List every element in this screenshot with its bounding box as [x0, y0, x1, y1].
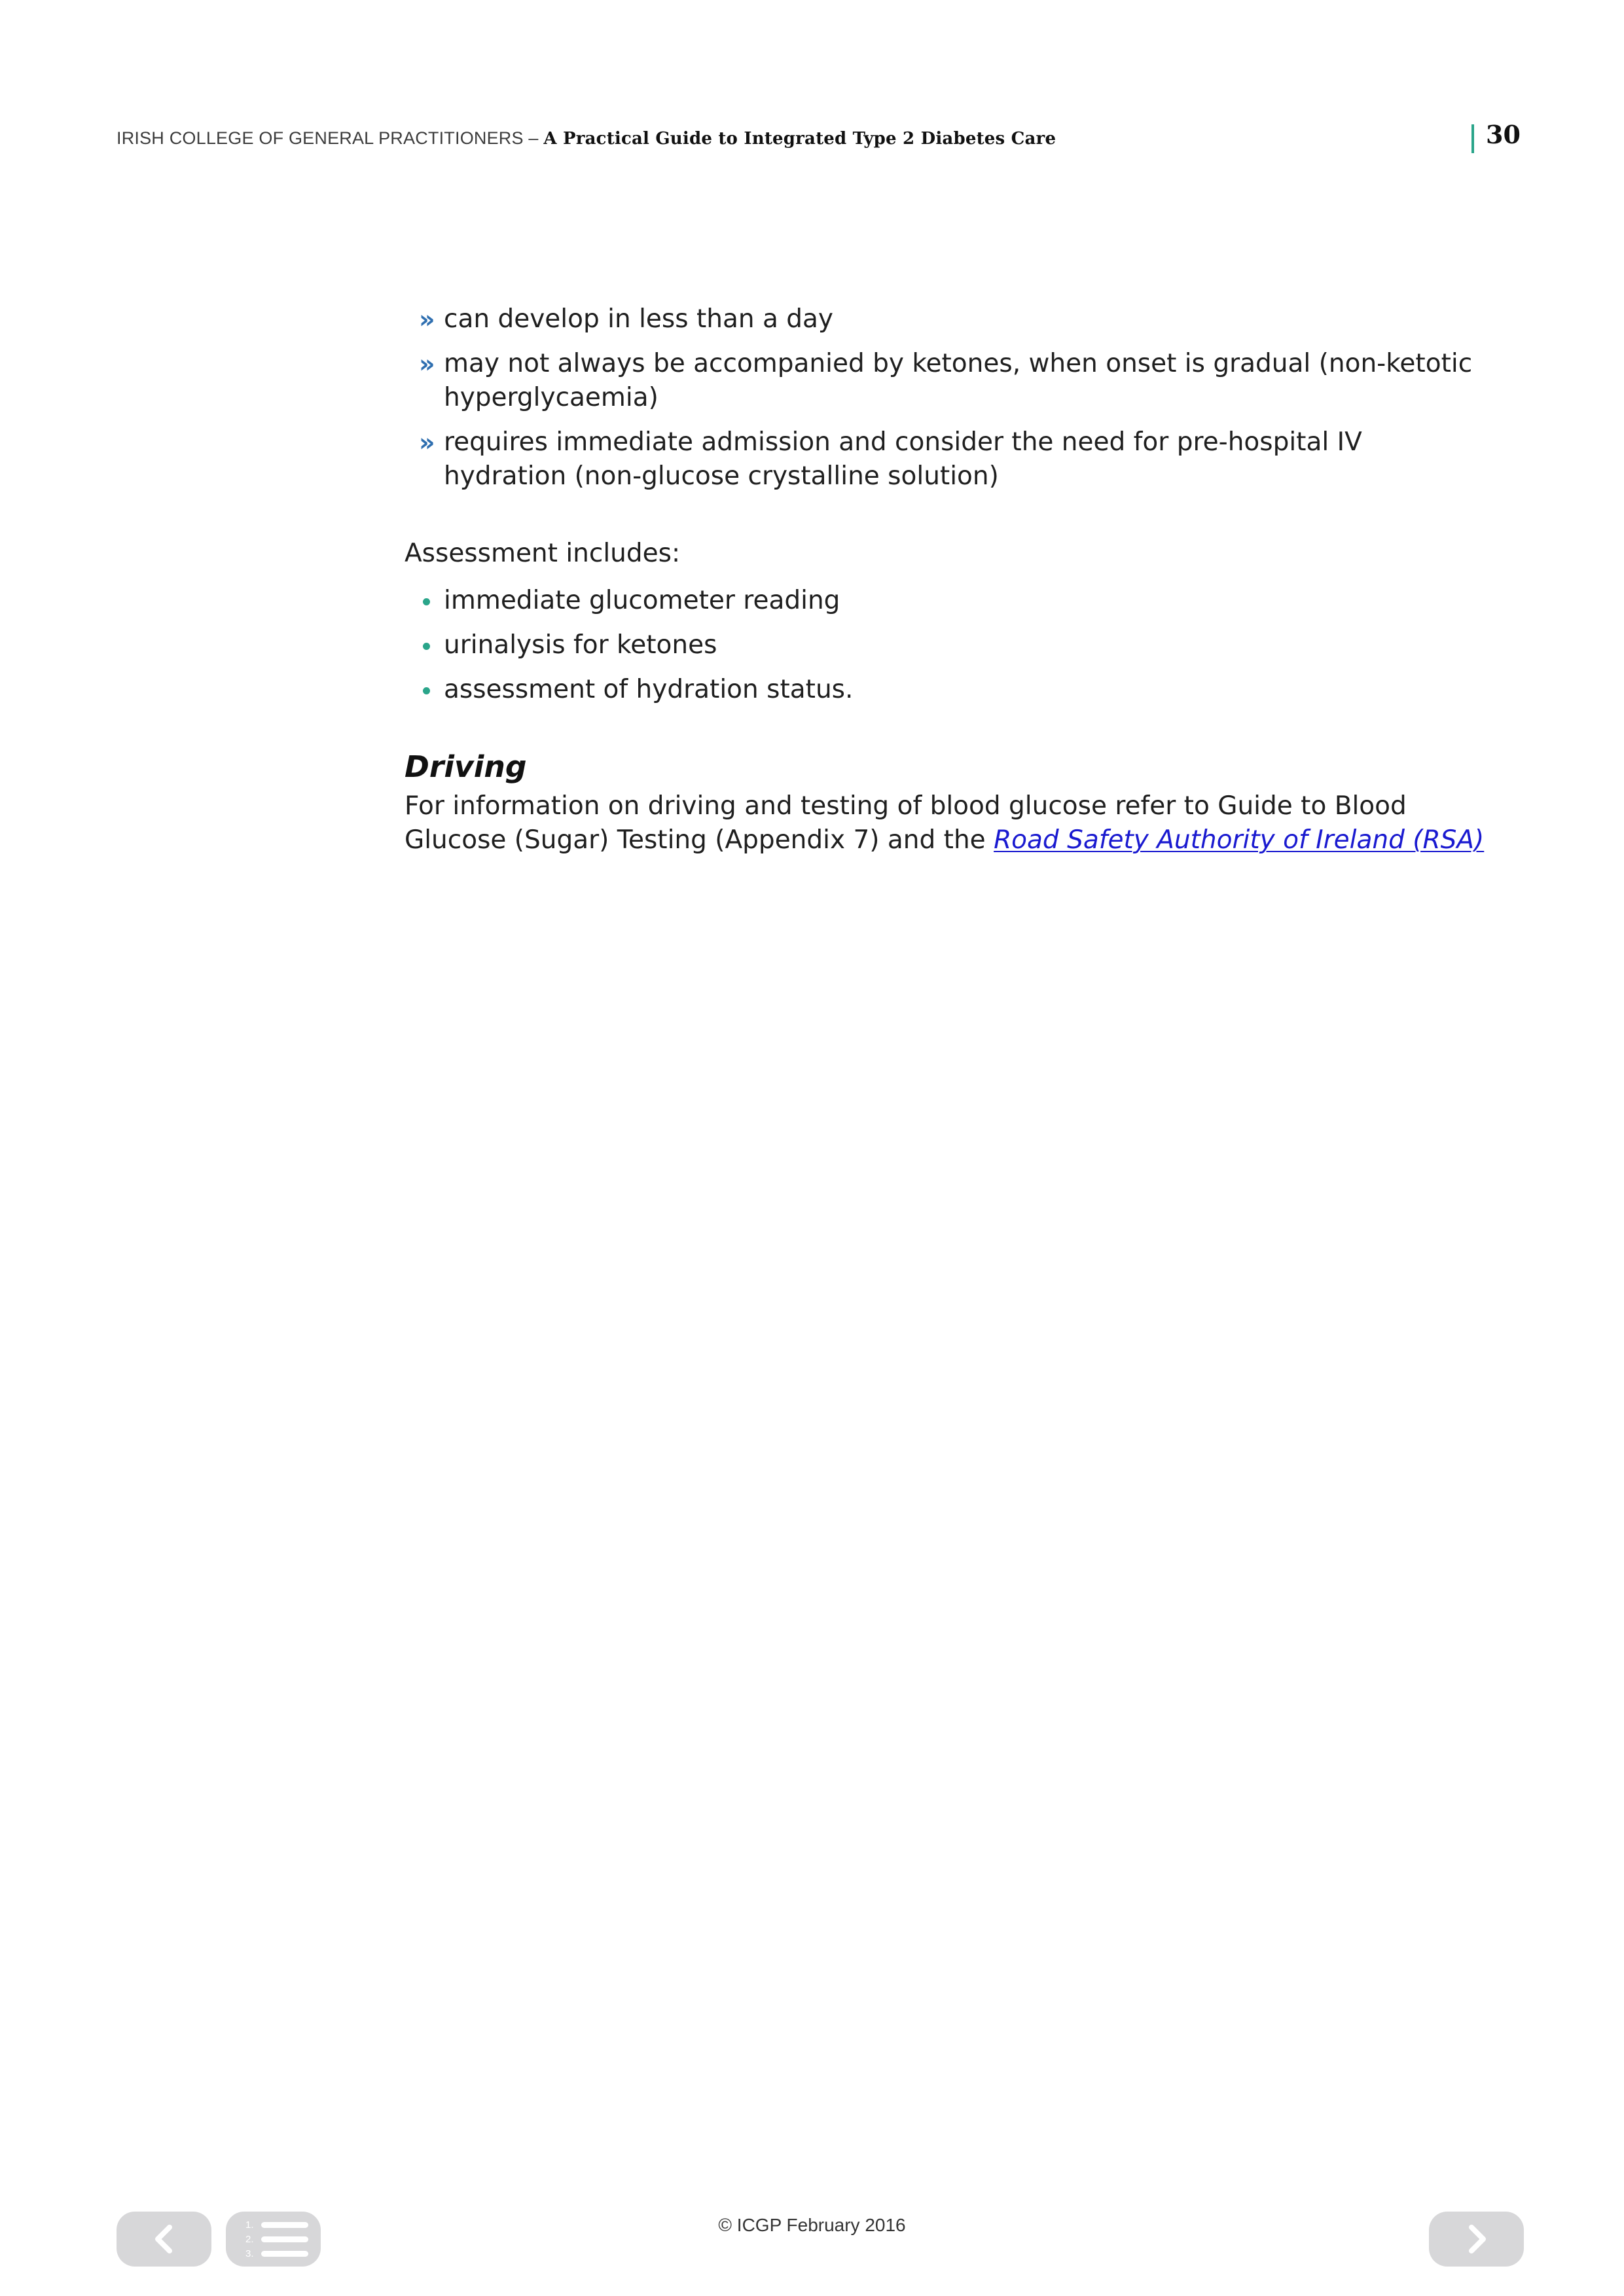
list-item-text: requires immediate admission and consider the need for pre-hospital IV hydration (non-glucose crystalline solution): [444, 427, 1362, 491]
rsa-link[interactable]: Road Safety Authority of Ireland (RSA): [994, 825, 1485, 855]
list-item-text: can develop in less than a day: [444, 304, 833, 334]
index-line: [261, 2236, 308, 2242]
dot-bullet-icon: [423, 687, 430, 694]
main-content: [405, 302, 1491, 857]
index-number: 2.: [245, 2233, 254, 2245]
chevron-bullet-icon: »: [419, 350, 435, 378]
index-number: 1.: [245, 2219, 254, 2231]
header-organisation: IRISH COLLEGE OF GENERAL PRACTITIONERS –: [117, 128, 544, 148]
list-item: [405, 425, 1491, 493]
page-number: 30: [1486, 120, 1521, 149]
index-line: [261, 2251, 308, 2257]
chevron-list: [405, 302, 1491, 493]
assessment-intro: Assessment includes:: [405, 539, 681, 568]
list-item: [405, 584, 1491, 618]
list-item-text: immediate glucometer reading: [444, 586, 840, 615]
page-number-divider: [1471, 124, 1474, 153]
chevron-right-icon: [1464, 2223, 1490, 2255]
copyright-footer: © ICGP February 2016: [718, 2215, 906, 2235]
chevron-bullet-icon: »: [419, 428, 435, 457]
next-page-button[interactable]: [1429, 2212, 1524, 2267]
driving-text: For information on driving and testing of blood glucose refer to Guide to Blood Glucose (Sugar) Testing (Appendix 7) and the: [405, 791, 1407, 855]
list-item: [405, 302, 1491, 336]
list-item-text: may not always be accompanied by ketones, when onset is gradual (non-ketotic hyperglycaemia): [444, 349, 1473, 412]
list-item: [405, 628, 1491, 662]
index-number: 3.: [245, 2248, 254, 2259]
list-item-text: assessment of hydration status.: [444, 675, 854, 704]
assessment-list: [405, 584, 1491, 707]
dot-bullet-icon: [423, 643, 430, 650]
list-item: [405, 347, 1491, 415]
running-header: [117, 128, 1524, 154]
list-item-text: urinalysis for ketones: [444, 630, 717, 660]
chevron-bullet-icon: »: [419, 305, 435, 334]
list-item: [405, 673, 1491, 707]
dot-bullet-icon: [423, 598, 430, 605]
driving-paragraph: [405, 789, 1491, 857]
driving-heading: Driving: [405, 749, 527, 784]
header-document-title: A Practical Guide to Integrated Type 2 Diabetes Care: [543, 129, 1056, 149]
